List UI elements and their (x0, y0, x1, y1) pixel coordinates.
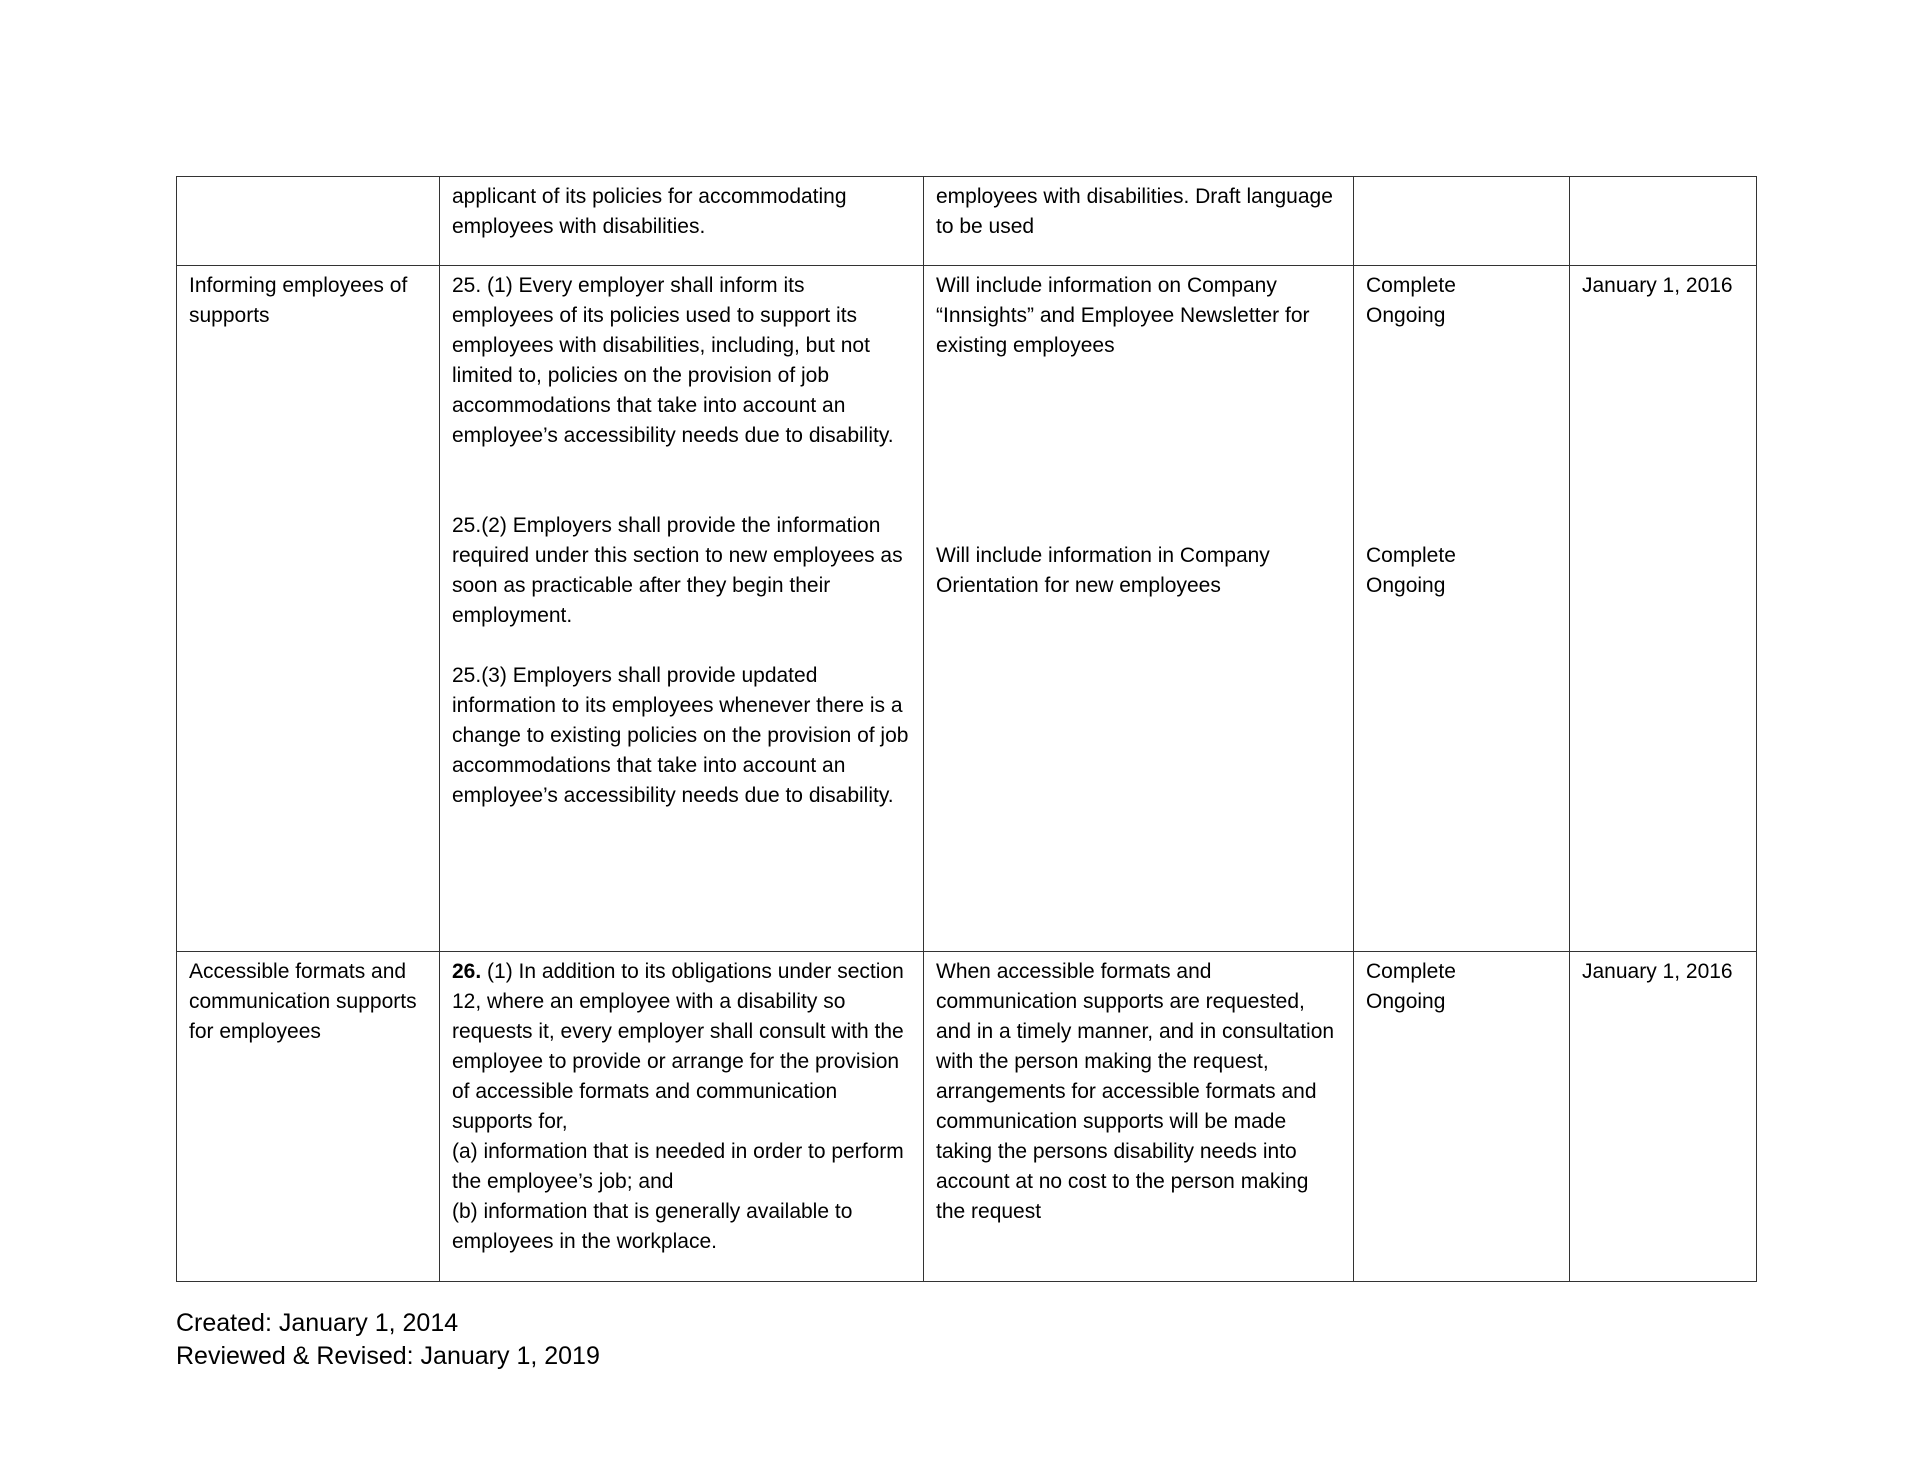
requirement-26-1 (452, 957, 911, 1137)
requirement-cell (440, 177, 924, 266)
date-cell (1570, 952, 1757, 1282)
created-date: Created: January 1, 2014 (176, 1309, 459, 1337)
requirement-cell (440, 952, 924, 1282)
status-complete: Complete (1366, 274, 1456, 297)
action-cell (924, 177, 1354, 266)
action-text: employees with disabilities. Draft language to be used (936, 185, 1333, 238)
action-existing-employees: Will include information on Company “Innsights” and Employee Newsletter for existing employees (936, 274, 1310, 357)
status-ongoing: Ongoing (1366, 304, 1446, 327)
status-complete: Complete (1366, 960, 1456, 983)
accessibility-plan-table (176, 176, 1757, 1282)
requirement-25-2: 25.(2) Employers shall provide the information required under this section to new employees as soon as practicable after they begin their employment. (452, 514, 903, 627)
status-ongoing: Ongoing (1366, 574, 1446, 597)
action-text: When accessible formats and communication supports are requested, and in a timely manner, and in consultation with the person making the request, arrangements for accessible formats and communication supports will be made taking the persons disability needs into account at no cost to the person making the request (936, 960, 1335, 1223)
status-cell (1354, 266, 1570, 952)
status-cell (1354, 952, 1570, 1282)
requirement-26-a: (a) information that is needed in order to perform the employee’s job; and (452, 1140, 904, 1193)
requirement-26-b: (b) information that is generally available to employees in the workplace. (452, 1200, 853, 1253)
status-cell (1354, 177, 1570, 266)
section-number: 26. (452, 960, 482, 983)
requirement-25-3: 25.(3) Employers shall provide updated information to its employees whenever there is a change to existing policies on the provision of job accommodations that take into account an employee’s accessibility needs due to disability. (452, 664, 909, 807)
area-cell (177, 266, 440, 952)
status-complete: Complete (1366, 544, 1456, 567)
compliance-date: January 1, 2016 (1582, 274, 1733, 297)
action-cell (924, 952, 1354, 1282)
revised-date: Reviewed & Revised: January 1, 2019 (176, 1342, 600, 1370)
requirement-25-1: 25. (1) Every employer shall inform its employees of its policies used to support its employees with disabilities, including, but not limited to, policies on the provision of job accommodations that take into account an employee’s accessibility needs due to disability. (452, 274, 894, 447)
date-cell (1570, 177, 1757, 266)
status-ongoing: Ongoing (1366, 990, 1446, 1013)
action-cell (924, 266, 1354, 952)
area-cell (177, 177, 440, 266)
area-text: Informing employees of supports (189, 274, 408, 327)
area-text: Accessible formats and communication supports for employees (189, 960, 417, 1043)
action-new-employees: Will include information in Company Orientation for new employees (936, 544, 1270, 597)
table-row (177, 266, 1757, 952)
date-cell (1570, 266, 1757, 952)
table-row (177, 952, 1757, 1282)
requirement-26-1-text: (1) In addition to its obligations under section 12, where an employee with a disability so requests it, every employer shall consult with the employee to provide or arrange for the provision of accessible formats and communication supports for, (452, 960, 904, 1133)
requirement-cell (440, 266, 924, 952)
document-footer (176, 1307, 600, 1373)
area-cell (177, 952, 440, 1282)
requirement-text: applicant of its policies for accommodating employees with disabilities. (452, 185, 847, 238)
table-row (177, 177, 1757, 266)
compliance-date: January 1, 2016 (1582, 960, 1733, 983)
